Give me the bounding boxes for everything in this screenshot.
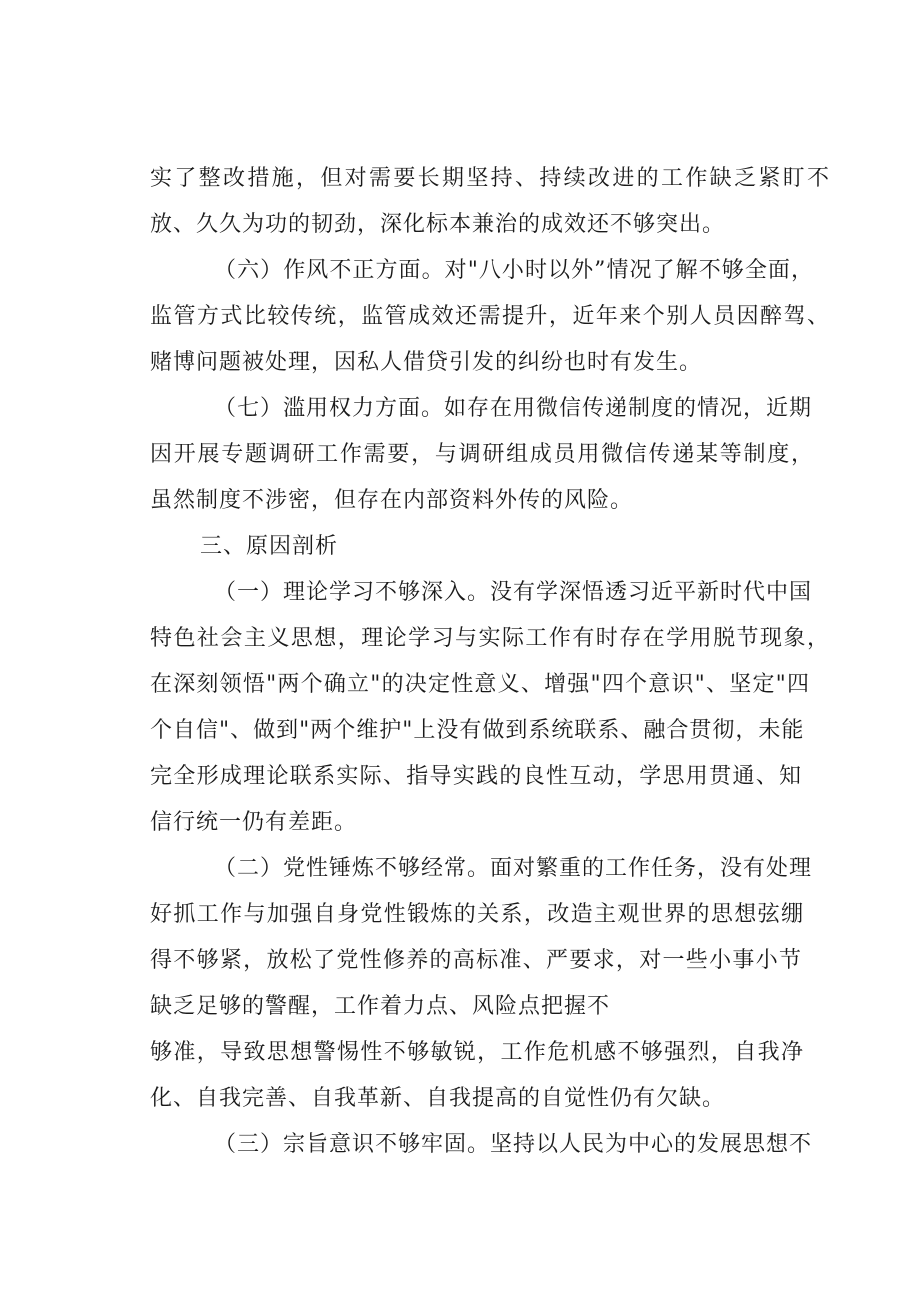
body-text-line: 赌博问题被处理，因私人借贷引发的纠纷也时有发生。 (150, 350, 703, 375)
section-heading: 三、原因剖析 (200, 534, 339, 559)
paragraph-first-line: （七）滥用权力方面。如存在用微信传递制度的情况，近期 (214, 396, 813, 421)
paragraph-first-line: （一）理论学习不够深入。没有学深悟透习近平新时代中国 (214, 580, 813, 605)
body-text-line: 信行统一仍有差距。 (150, 810, 358, 835)
body-text-line: 因开展专题调研工作需要，与调研组成员用微信传递某等制度， (150, 442, 814, 467)
body-text-line: 个自信"、做到"两个维护"上没有做到系统联系、融合贯彻，未能 (150, 718, 805, 743)
body-text-line: 缺乏足够的警醒，工作着力点、风险点把握不 (150, 994, 611, 1019)
body-text-line: 够准，导致思想警惕性不够敏锐，工作危机感不够强烈，自我净 (150, 1040, 804, 1065)
body-text-line: 化、自我完善、自我革新、自我提高的自觉性仍有欠缺。 (150, 1086, 726, 1111)
paragraph-first-line: （二）党性锤炼不够经常。面对繁重的工作任务，没有处理 (214, 856, 813, 881)
body-text-line: 在深刻领悟"两个确立"的决定性意义、增强"四个意识"、坚定"四 (150, 672, 810, 697)
body-text-line: 虽然制度不涉密，但存在内部资料外传的风险。 (150, 488, 634, 513)
body-text-line: 监管方式比较传统，监管成效还需提升，近年来个别人员因醉驾、 (150, 304, 830, 329)
paragraph-first-line: （六）作风不正方面。对"八小时以外”情况了解不够全面， (214, 258, 814, 283)
body-text-line: 实了整改措施，但对需要长期坚持、持续改进的工作缺乏紧盯不 (150, 166, 830, 191)
paragraph-first-line: （三）宗旨意识不够牢固。坚持以人民为中心的发展思想不 (214, 1132, 813, 1157)
body-text-line: 特色社会主义思想，理论学习与实际工作有时存在学用脱节现象， (150, 626, 830, 651)
body-text-line: 好抓工作与加强自身党性锻炼的关系，改造主观世界的思想弦绷 (150, 902, 804, 927)
body-text-line: 得不够紧，放松了党性修养的高标准、严要求，对一些小事小节 (150, 948, 802, 973)
body-text-line: 完全形成理论联系实际、指导实践的良性互动，学思用贯通、知 (150, 764, 802, 789)
body-text-line: 放、久久为功的韧劲，深化标本兼治的成效还不够突出。 (150, 212, 726, 237)
